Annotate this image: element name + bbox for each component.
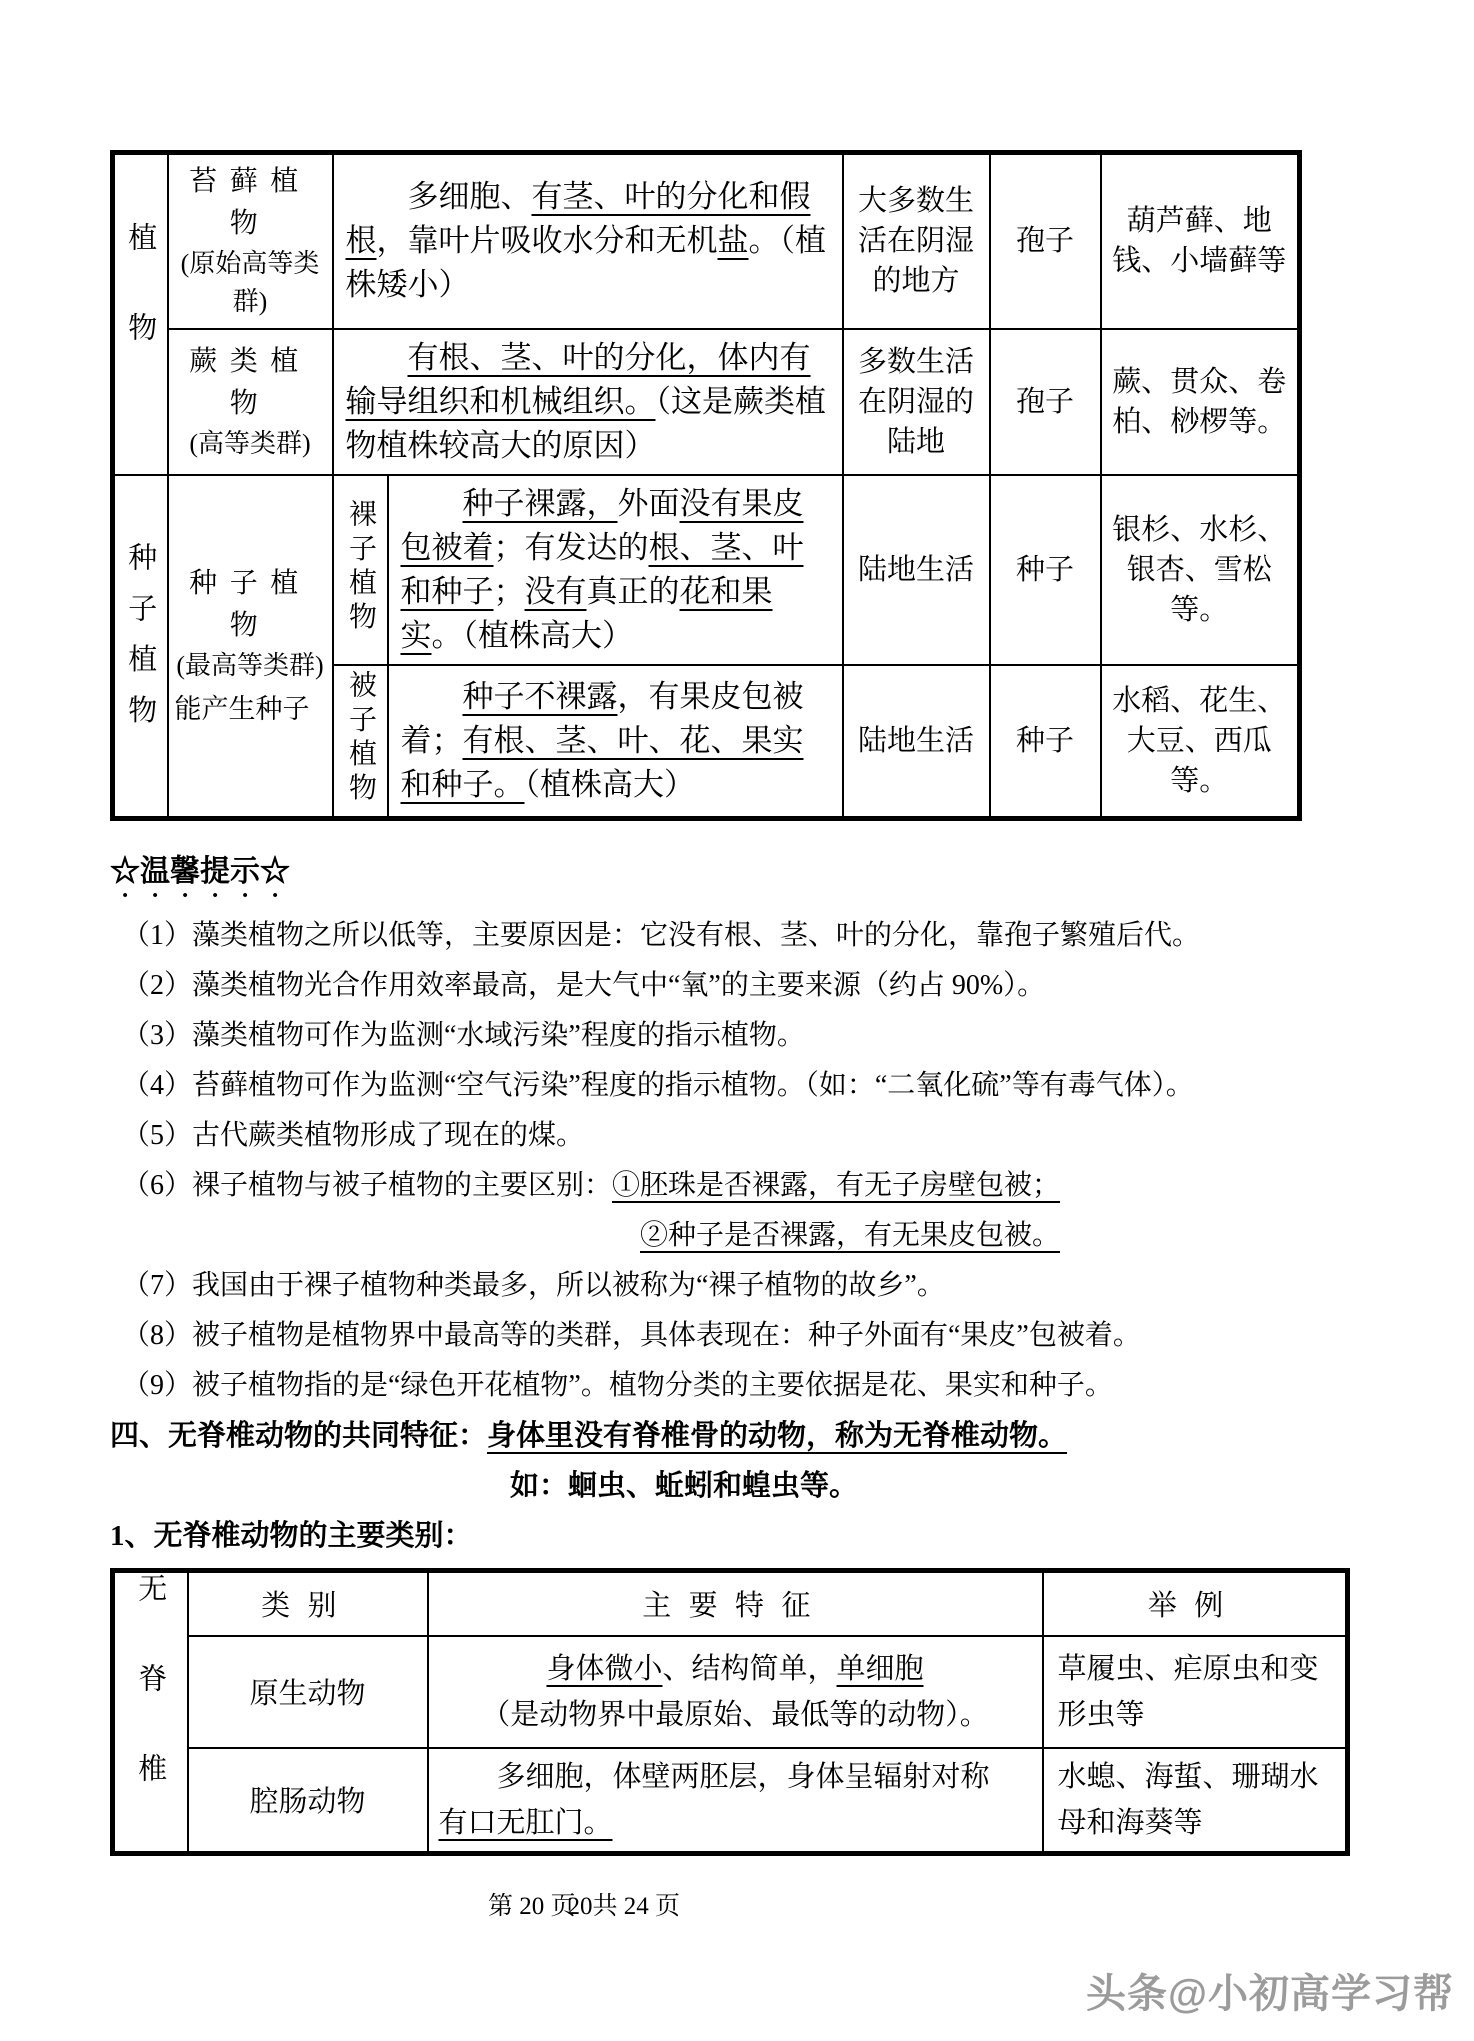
fern-subname: (高等类群)	[189, 428, 311, 458]
section4-sub-heading: 1、无脊椎动物的主要类别：	[110, 1520, 473, 1552]
cell-moss-features	[333, 153, 843, 329]
seed-extra: 能产生种子	[174, 693, 310, 724]
section4-heading: 四、无脊椎动物的共同特征：身体里没有脊椎骨的动物，称为无脊椎动物。	[110, 1420, 1068, 1452]
tip-item-4: （4）苔藓植物可作为监测“空气污染”程度的指示植物。（如：“二氧化硫”等有毒气体）。	[122, 1070, 1194, 1101]
tip-item-7: （7）我国由于裸子植物种类最多，所以被称为“裸子植物的故乡”。	[122, 1270, 945, 1301]
moss-subname: (原始高等类群)	[180, 249, 320, 317]
cell-angiosperm-subtype	[333, 665, 388, 819]
cell-coelenterate-examples: 水螅、海蜇、珊瑚水母和海葵等	[1043, 1748, 1348, 1853]
header-category: 类别	[188, 1571, 428, 1636]
group-invertebrate-label: 无脊椎	[134, 1573, 167, 1843]
cell-gymnosperm-subtype	[333, 475, 388, 665]
tips-title: ☆温馨提示☆	[110, 855, 290, 888]
tip-item-8: （8）被子植物是植物界中最高等的类群，具体表现在：种子外面有“果皮”包被着。	[122, 1320, 1141, 1351]
cell-group-seed-plants	[113, 475, 168, 819]
page-number-label: 第 20 页	[488, 1892, 576, 1920]
tip-item-1: （1）藻类植物之所以低等，主要原因是：它没有根、茎、叶的分化，靠孢子繁殖后代。	[122, 920, 1201, 951]
cell-fern-reproduction: 孢子	[990, 329, 1101, 475]
moss-name: 苔藓植物	[189, 166, 311, 240]
angiosperm-subtype-label: 被子植物	[345, 669, 376, 807]
coelenterate-features-line2: 有口无肛门。	[438, 1806, 613, 1839]
cell-gymnosperm-reproduction: 种子	[990, 475, 1101, 665]
row-protozoa	[113, 1636, 1348, 1748]
fern-name: 蕨类植物	[189, 345, 311, 419]
cell-moss-name	[168, 153, 333, 329]
protozoa-features-line2: （是动物界中最原始、最低等的动物）。	[481, 1698, 989, 1731]
coelenterate-features-line1: 多细胞，体壁两胚层，身体呈辐射对称	[496, 1760, 990, 1793]
group-seed-plants-label: 种子植物	[124, 541, 157, 745]
tip-item-3: （3）藻类植物可作为监测“水域污染”程度的指示植物。	[122, 1020, 805, 1051]
page-footer	[110, 1886, 1420, 1922]
cell-protozoa-examples: 草履虫、疟原虫和变形虫等	[1043, 1636, 1348, 1748]
cell-fern-examples: 蕨、贯众、卷柏、桫椤等。	[1101, 329, 1300, 475]
protozoa-features-line1: 身体微小、结构简单，单细胞	[546, 1652, 924, 1685]
header-examples: 举例	[1043, 1571, 1348, 1636]
cell-fern-name	[168, 329, 333, 475]
row-moss	[113, 153, 1300, 329]
cell-angiosperm-habitat: 陆地生活	[843, 665, 990, 819]
seed-subname: (最高等类群)	[176, 650, 324, 680]
row-fern	[113, 329, 1300, 475]
angiosperm-features-text: 种子不裸露，有果皮包被着；有根、茎、叶、花、果实和种子。（植株高大）	[400, 678, 804, 802]
gymnosperm-features-text: 种子裸露，外面没有果皮包被着；有发达的根、茎、叶和种子；没有真正的花和果实。（植株高大）	[400, 485, 804, 653]
tip-item-2: （2）藻类植物光合作用效率最高，是大气中“氧”的主要来源（约占 90%）。	[122, 970, 1046, 1001]
cell-gymnosperm-habitat: 陆地生活	[843, 475, 990, 665]
cell-coelenterate-name: 腔肠动物	[188, 1748, 428, 1853]
invertebrate-header-row	[113, 1571, 1348, 1636]
cell-moss-reproduction: 孢子	[990, 153, 1101, 329]
cell-group-plants	[113, 153, 168, 475]
moss-features-text: 多细胞、有茎、叶的分化和假根，靠叶片吸收水分和无机盐。（植株矮小）	[345, 179, 826, 303]
header-features: 主要特征	[428, 1571, 1043, 1636]
cell-angiosperm-features	[388, 665, 843, 819]
tip-item-6-continued: ②种子是否裸露，有无果皮包被。	[640, 1220, 1061, 1251]
cell-group-invertebrate	[113, 1571, 188, 1854]
cell-protozoa-name: 原生动物	[188, 1636, 428, 1748]
watermark: 头条@小初高学习帮	[1086, 1972, 1455, 2016]
cell-moss-habitat: 大多数生活在阴湿的地方	[843, 153, 990, 329]
cell-fern-habitat: 多数生活在阴湿的陆地	[843, 329, 990, 475]
invertebrate-table	[110, 1568, 1420, 1856]
cell-protozoa-features	[428, 1636, 1043, 1748]
cell-gymnosperm-examples: 银杉、水杉、银杏、雪松等。	[1101, 475, 1300, 665]
seed-name: 种子植物	[189, 567, 311, 641]
plant-classification-table	[110, 150, 1302, 821]
cell-angiosperm-reproduction: 种子	[990, 665, 1101, 819]
section4-example: 如：蛔虫、蚯蚓和蝗虫等。	[510, 1470, 859, 1502]
tip-item-5: （5）古代蕨类植物形成了现在的煤。	[122, 1120, 585, 1151]
page-total-label: 20共 24 页	[567, 1892, 681, 1920]
cell-angiosperm-examples: 水稻、花生、大豆、西瓜等。	[1101, 665, 1300, 819]
cell-coelenterate-features	[428, 1748, 1043, 1853]
tip-item-9: （9）被子植物指的是“绿色开花植物”。植物分类的主要依据是花、果实和种子。	[122, 1370, 1113, 1401]
tip-item-6: （6）裸子植物与被子植物的主要区别：①胚珠是否裸露，有无子房壁包被；	[122, 1170, 1061, 1201]
cell-moss-examples: 葫芦藓、地钱、小墙藓等	[1101, 153, 1300, 329]
gymnosperm-subtype-label: 裸子植物	[345, 498, 376, 636]
row-gymnosperm	[113, 475, 1300, 665]
fern-features-text: 有根、茎、叶的分化，体内有输导组织和机械组织。（这是蕨类植物植株较高大的原因）	[345, 339, 826, 463]
row-coelenterate	[113, 1748, 1348, 1853]
cell-seed-name	[168, 475, 333, 819]
notes-content	[110, 852, 1420, 1922]
cell-fern-features	[333, 329, 843, 475]
cell-gymnosperm-features	[388, 475, 843, 665]
group-plants-label: 植物	[124, 221, 157, 402]
